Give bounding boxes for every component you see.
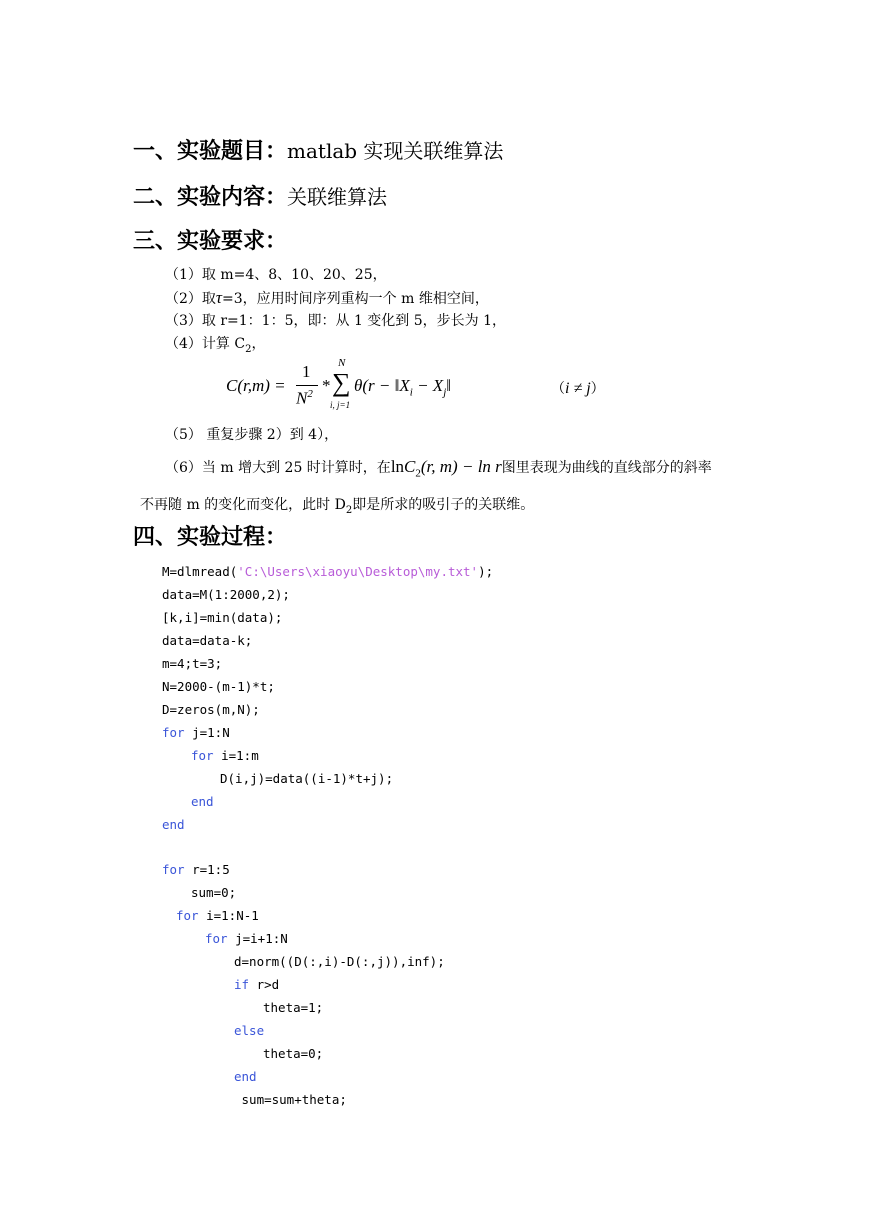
tau-symbol: τ <box>215 288 223 307</box>
code-text: i=1:m <box>213 748 259 763</box>
requirement-text: （2）取 <box>165 291 216 307</box>
requirement-item-3: （3）取 r=1：1：5，即：从 1 变化到 5，步长为 1， <box>165 313 507 329</box>
code-keyword: for <box>162 862 185 877</box>
formula-lhs: C(r,m) = <box>226 376 286 395</box>
code-keyword: end <box>234 1069 257 1084</box>
code-line-20 <box>234 1019 264 1042</box>
code-keyword: for <box>205 931 228 946</box>
section-label: 一、实验题目： <box>133 139 288 164</box>
formula-args: (r, m) − ln <box>420 457 491 476</box>
requirement-text: ， <box>251 336 266 352</box>
code-line-5: m=4;t=3; <box>162 656 223 671</box>
formula-denominator <box>296 388 313 409</box>
requirement-item-6-continued <box>140 496 534 520</box>
code-line-1 <box>162 560 493 583</box>
section-value: 关联维算法 <box>287 185 388 209</box>
requirement-text: 图里表现为曲线的直线部分的斜率 <box>501 460 712 476</box>
code-line-4: data=data-k; <box>162 633 253 648</box>
requirement-text: （6）当 m 增大到 25 时计算时，在 <box>165 460 391 476</box>
code-text: r>d <box>249 977 280 992</box>
minus-x: − X <box>412 376 444 395</box>
code-keyword: for <box>176 908 199 923</box>
denominator-exponent: 2 <box>307 388 313 400</box>
code-line-18 <box>234 973 279 996</box>
formula-condition <box>551 378 605 398</box>
sum-upper-limit: N <box>338 357 346 369</box>
condition-open: （ <box>551 381 565 397</box>
requirement-text: （4）计算 C <box>165 336 246 352</box>
c-subscript: 2 <box>415 467 421 480</box>
inline-formula <box>390 457 502 480</box>
fraction-bar <box>296 385 318 386</box>
subscript: 2 <box>245 343 252 355</box>
section-title-experiment-process <box>133 524 287 552</box>
subscript: 2 <box>345 504 353 516</box>
code-line-7: D=zeros(m,N); <box>162 702 260 717</box>
code-line-6: N=2000-(m-1)*t; <box>162 679 275 694</box>
section-label: 三、实验要求： <box>133 229 288 254</box>
code-line-13 <box>162 858 230 881</box>
requirement-text: 即是所求的吸引子的关联维。 <box>352 497 535 513</box>
code-string: 'C:\Users\xiaoyu\Desktop\my.txt' <box>237 564 479 579</box>
code-line-17: d=norm((D(:,i)-D(:,j)),inf); <box>234 954 445 969</box>
condition-close: ） <box>590 381 605 397</box>
requirement-item-4 <box>165 335 265 359</box>
condition-text: i ≠ j <box>565 380 591 397</box>
section-title-experiment-requirements <box>133 228 287 256</box>
requirement-item-6 <box>165 458 712 482</box>
subscript-i: i <box>409 386 413 399</box>
section-title-experiment-topic <box>133 137 503 166</box>
code-line-23: sum=sum+theta; <box>234 1092 347 1107</box>
section-title-experiment-content <box>133 183 387 212</box>
ln-symbol: ln <box>390 457 405 476</box>
code-keyword: for <box>162 725 185 740</box>
code-line-16 <box>205 927 288 950</box>
formula-multiply: * <box>322 376 331 395</box>
code-line-10: D(i,j)=data((i-1)*t+j); <box>220 771 394 786</box>
subscript-j: j <box>443 386 447 399</box>
sum-lower-limit: i, j=1 <box>330 400 351 410</box>
requirement-item-2 <box>165 289 489 308</box>
requirement-text: =3，应用时间序列重构一个 m 维相空间， <box>222 291 489 307</box>
section-label: 四、实验过程： <box>133 525 288 550</box>
code-keyword: end <box>191 794 214 809</box>
section-value: matlab 实现关联维算法 <box>287 139 504 163</box>
code-line-22 <box>234 1065 257 1088</box>
code-line-21: theta=0; <box>263 1046 324 1061</box>
code-text: i=1:N-1 <box>198 908 259 923</box>
code-line-9 <box>191 744 259 767</box>
requirement-item-5: （5） 重复步骤 2）到 4）， <box>165 427 339 443</box>
code-keyword: end <box>162 817 185 832</box>
code-text: ); <box>478 564 494 579</box>
theta-expression: θ(r − ‖X <box>354 376 410 395</box>
code-keyword: else <box>234 1023 265 1038</box>
code-line-12 <box>162 813 185 836</box>
code-text: r=1:5 <box>184 862 230 877</box>
requirement-text: 不再随 m 的变化而变化，此时 D <box>140 497 346 513</box>
code-keyword: if <box>234 977 250 992</box>
code-line-11 <box>191 790 214 813</box>
section-label: 二、实验内容： <box>133 185 288 210</box>
summation-sign: ∑ <box>332 368 351 397</box>
code-line-14: sum=0; <box>191 885 237 900</box>
denominator-n: N <box>296 388 308 408</box>
c-symbol: C <box>404 457 416 476</box>
code-keyword: for <box>191 748 214 763</box>
code-line-8 <box>162 721 230 744</box>
formula-body <box>354 376 451 398</box>
code-text: j=1:N <box>184 725 230 740</box>
code-line-15 <box>176 904 259 927</box>
norm-close: ‖ <box>446 376 452 395</box>
code-text: M=dlmread( <box>162 564 238 579</box>
code-line-3: [k,i]=min(data); <box>162 610 283 625</box>
code-line-2: data=M(1:2000,2); <box>162 587 290 602</box>
code-line-19: theta=1; <box>263 1000 324 1015</box>
code-text: j=i+1:N <box>227 931 288 946</box>
formula-numerator: 1 <box>302 362 311 381</box>
r-symbol: r <box>495 457 502 476</box>
requirement-item-1: （1）取 m=4、8、10、20、25， <box>165 267 387 283</box>
